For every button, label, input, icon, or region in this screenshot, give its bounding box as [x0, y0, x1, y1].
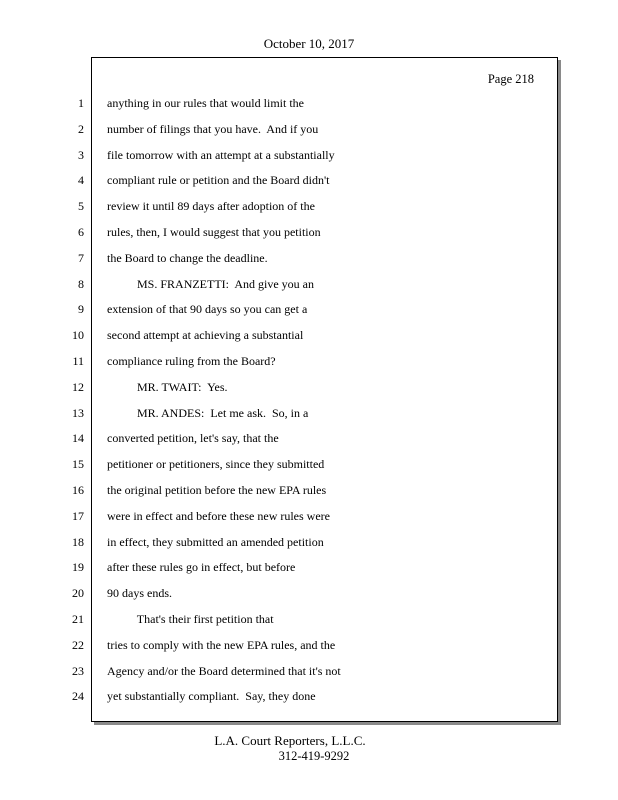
line-text: after these rules go in effect, but before — [107, 560, 296, 575]
transcript-line — [0, 688, 618, 704]
line-number: 18 — [72, 534, 84, 549]
transcript-line — [0, 508, 618, 524]
line-text: That's their first petition that — [107, 612, 274, 626]
transcript-line — [0, 611, 618, 627]
transcript-line — [0, 430, 618, 446]
reporter-company: L.A. Court Reporters, L.L.C. — [214, 733, 366, 748]
line-text: number of filings that you have. And if you — [107, 121, 319, 136]
line-text: tries to comply with the new EPA rules, and the — [107, 637, 336, 652]
line-number: 16 — [72, 483, 84, 497]
transcript-line — [0, 147, 618, 163]
line-number: 8 — [78, 276, 84, 291]
line-number: 4 — [78, 173, 84, 188]
transcript-line — [0, 301, 618, 317]
transcript-line — [0, 353, 618, 369]
line-number: 7 — [78, 250, 84, 265]
transcript-line — [0, 276, 618, 292]
transcript-line — [0, 250, 618, 266]
transcript-line — [0, 456, 618, 472]
line-text: Agency and/or the Board determined that it's not — [107, 663, 341, 678]
line-number: 2 — [78, 121, 84, 136]
line-text: yet substantially compliant. Say, they done — [107, 689, 316, 704]
line-text: compliant rule or petition and the Board didn't — [107, 173, 330, 188]
transcript-line — [0, 224, 618, 240]
line-number: 13 — [72, 405, 84, 420]
reporter-phone: 312-419-9292 — [278, 749, 350, 763]
transcript-line — [0, 379, 618, 395]
transcript-line — [0, 585, 618, 601]
line-text: MS. FRANZETTI: And give you an — [107, 276, 314, 291]
line-number: 14 — [72, 431, 84, 446]
line-text: the Board to change the deadline. — [107, 250, 268, 265]
line-text: were in effect and before these new rules were — [107, 508, 330, 523]
transcript-line — [0, 482, 618, 498]
line-text: converted petition, let's say, that the — [107, 431, 279, 446]
line-number: 19 — [72, 560, 84, 575]
line-number: 21 — [72, 612, 84, 626]
line-text: second attempt at achieving a substantial — [107, 328, 304, 343]
page-number: Page 218 — [487, 72, 534, 86]
transcript-line — [0, 121, 618, 137]
transcript-line — [0, 95, 618, 111]
line-text: file tomorrow with an attempt at a substantially — [107, 147, 335, 162]
line-text: compliance ruling from the Board? — [107, 354, 276, 368]
line-number: 15 — [72, 457, 84, 472]
transcript-line — [0, 534, 618, 550]
line-number: 10 — [72, 328, 84, 343]
transcript-line — [0, 559, 618, 575]
line-text: in effect, they submitted an amended petition — [107, 534, 324, 549]
line-text: 90 days ends. — [107, 586, 172, 601]
line-number: 22 — [72, 637, 84, 652]
line-text: rules, then, I would suggest that you petition — [107, 225, 321, 239]
transcript-line — [0, 198, 618, 214]
transcript-line — [0, 405, 618, 421]
transcript-line — [0, 172, 618, 188]
line-number: 5 — [78, 199, 84, 214]
line-text: MR. TWAIT: Yes. — [107, 379, 228, 394]
line-number: 6 — [78, 225, 84, 239]
line-number: 17 — [72, 508, 84, 523]
line-number: 24 — [72, 689, 84, 704]
line-text: petitioner or petitioners, since they submitted — [107, 457, 325, 472]
line-text: anything in our rules that would limit the — [107, 96, 304, 110]
line-number: 20 — [72, 586, 84, 601]
line-text: the original petition before the new EPA rules — [107, 483, 327, 497]
transcript-line — [0, 637, 618, 653]
transcript-date: October 10, 2017 — [263, 36, 355, 51]
line-number: 12 — [72, 379, 84, 394]
line-text: MR. ANDES: Let me ask. So, in a — [107, 405, 309, 420]
line-number: 1 — [78, 96, 84, 110]
line-text: extension of that 90 days so you can get a — [107, 302, 308, 317]
transcript-line — [0, 663, 618, 679]
transcript-line — [0, 327, 618, 343]
line-number: 23 — [72, 663, 84, 678]
line-number: 9 — [78, 302, 84, 317]
line-number: 3 — [78, 147, 84, 162]
line-text: review it until 89 days after adoption of the — [107, 199, 315, 214]
line-number: 11 — [72, 354, 84, 368]
